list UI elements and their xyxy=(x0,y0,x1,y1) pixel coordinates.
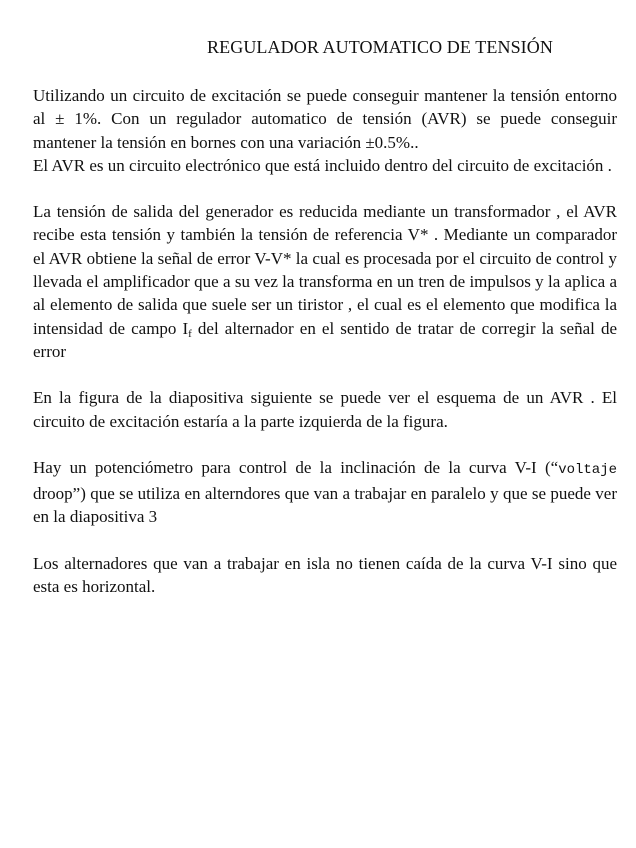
field-current-subscript: f xyxy=(188,327,192,340)
paragraph-3: En la figura de la diapositiva siguiente se puede ver el esquema de un AVR . El circuito de excitación estaría a la parte izquierda de la figura. xyxy=(33,388,617,431)
paragraph-1-text-a: Utilizando un circuito de excitación se puede conseguir mantener la tensión entorno al ± 1%. Con un regulador automatico de tensión (AVR) se puede conseguir mantener la tensión en bornes con una variación ±0.5%.. xyxy=(33,86,617,152)
paragraph-2-text-a: La tensión de salida del generador es reducida mediante un transformador , el AVR recibe esta tensión y también la tensión de referencia V* . Mediante un comparador el AVR obtiene la señal de error V-V* la cual es procesada por el circuito de control y llevada el amplificador que a su vez la transforma en un tren de impulsos y la aplica a al elemento de salida que suele ser un tiristor , el cual es el elemento que modifica la intensidad de campo I xyxy=(33,202,617,338)
paragraph-2-text-b: del alternador en el sentido de tratar de corregir la señal de error xyxy=(33,318,617,361)
paragraph-4-text-a: Hay un potenciómetro para control de la inclinación de la curva V-I (“ xyxy=(33,457,559,477)
document-title: REGULADOR AUTOMATICO DE TENSIÓN xyxy=(207,37,553,57)
paragraph-5: Los alternadores que van a trabajar en isla no tienen caída de la curva V-I sino que esta es horizontal. xyxy=(33,553,617,597)
paragraph-4 xyxy=(33,456,617,529)
paragraph-2 xyxy=(33,200,617,363)
paragraph-4-text-b: droop”) que se utiliza en alterndores que van a trabajar en paralelo y que se puede ver en la diapositiva 3 xyxy=(33,484,617,527)
paragraph-1 xyxy=(33,84,617,177)
paragraph-4-mono-word: voltaje xyxy=(558,461,617,478)
paragraph-1-text-b: El AVR es un circuito electrónico que está incluido dentro del circuito de excitación . xyxy=(33,155,612,175)
document-page xyxy=(33,34,617,621)
